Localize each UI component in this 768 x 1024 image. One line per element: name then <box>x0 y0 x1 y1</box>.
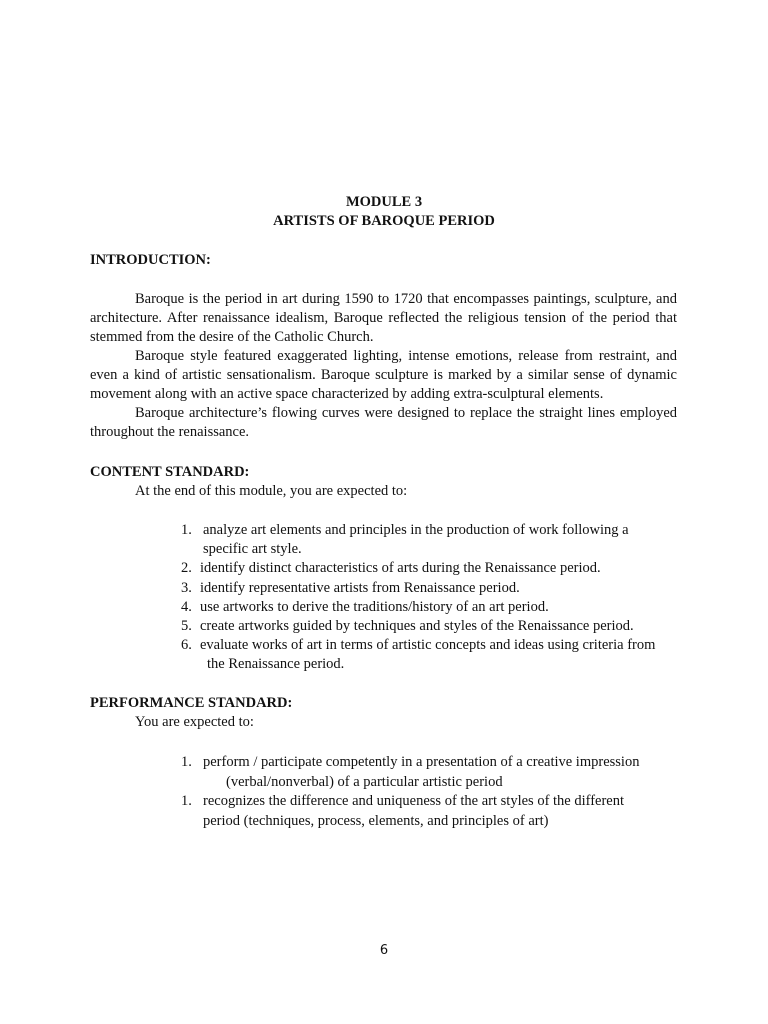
list-item-number: 3. <box>181 579 192 596</box>
intro-paragraph: Baroque style featured exaggerated lighting, intense emotions, release from restraint, and even a kind of artistic sensationalism. Baroque sculpture is marked by a similar sense of dynamic movement along with an active space characterized by adding extra-sculptural elements. <box>90 348 677 402</box>
performance-standard-list <box>181 753 701 831</box>
list-item <box>181 559 701 578</box>
module-title: ARTISTS OF BAROQUE PERIOD <box>273 213 495 229</box>
list-item-text: identify representative artists from Renaissance period. <box>200 579 520 596</box>
module-number: MODULE 3 <box>345 194 423 210</box>
introduction-body <box>90 290 677 442</box>
content-standard-heading: CONTENT STANDARD: <box>90 464 250 480</box>
list-item-text: use artworks to derive the traditions/history of an art period. <box>200 598 549 615</box>
list-item-number: 2. <box>181 560 192 577</box>
list-item <box>181 636 701 674</box>
list-item-number: 1. <box>181 522 192 538</box>
list-item-continuation: (verbal/nonverbal) of a particular artistic period <box>226 773 503 790</box>
list-item-number: 4. <box>181 598 192 615</box>
list-item-number: 6. <box>181 637 192 654</box>
list-item <box>181 598 701 617</box>
list-item <box>181 617 701 636</box>
introduction-heading: INTRODUCTION: <box>90 252 211 268</box>
page-number: 6 <box>379 943 389 958</box>
list-item-text: analyze art elements and principles in the production of work following a <box>203 522 629 538</box>
list-item-continuation: period (techniques, process, elements, and principles of art) <box>203 812 549 829</box>
list-item-number: 1. <box>181 793 192 809</box>
performance-standard-intro: You are expected to: <box>135 714 254 730</box>
list-item-text: evaluate works of art in terms of artistic concepts and ideas using criteria from <box>200 637 656 654</box>
performance-standard-heading: PERFORMANCE STANDARD: <box>90 695 293 711</box>
list-item-text: identify distinct characteristics of arts during the Renaissance period. <box>200 560 601 577</box>
list-item-text: perform / participate competently in a presentation of a creative impression <box>203 754 640 770</box>
content-standard-list <box>181 521 701 675</box>
list-item-text: recognizes the difference and uniqueness of the art styles of the different <box>203 793 625 809</box>
intro-paragraph: Baroque architecture’s flowing curves were designed to replace the straight lines employed throughout the renaissance. <box>90 405 677 440</box>
list-item <box>181 521 701 559</box>
list-item <box>181 579 701 598</box>
list-item-continuation: the Renaissance period. <box>207 656 345 673</box>
list-item <box>181 753 701 792</box>
content-standard-intro: At the end of this module, you are expected to: <box>135 483 408 499</box>
intro-paragraph: Baroque is the period in art during 1590 to 1720 that encompasses paintings, sculpture, and architecture. After renaissance idealism, Baroque reflected the religious tension of the period that stemmed from the desire of the Catholic Church. <box>90 291 677 345</box>
list-item-number: 1. <box>181 754 192 770</box>
list-item-continuation: specific art style. <box>203 541 302 558</box>
list-item-number: 5. <box>181 618 192 635</box>
list-item <box>181 792 701 831</box>
list-item-text: create artworks guided by techniques and styles of the Renaissance period. <box>200 618 634 635</box>
